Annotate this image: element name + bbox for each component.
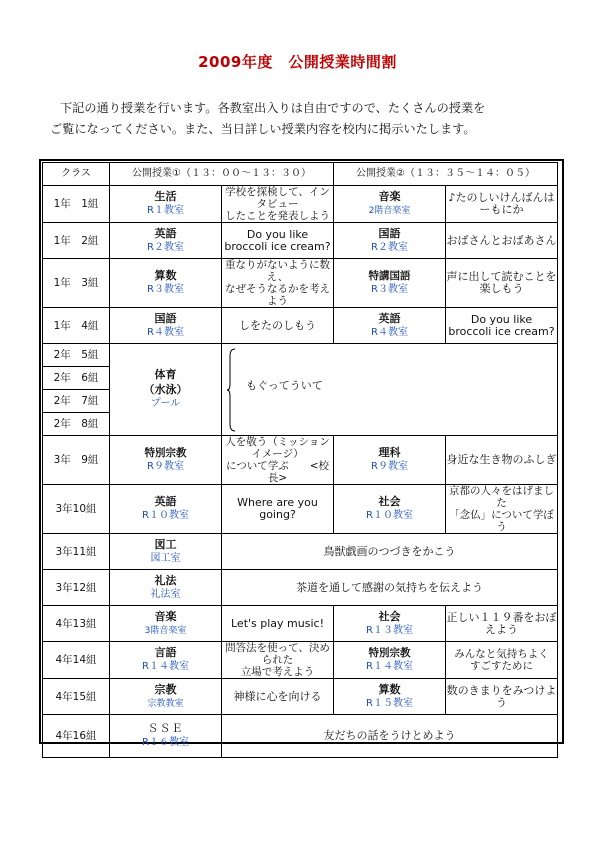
subject-cell bbox=[110, 679, 222, 715]
content-cell bbox=[446, 485, 558, 534]
subject-name: 礼法 bbox=[154, 573, 177, 587]
subject-name: 社会 bbox=[378, 495, 401, 508]
subject-cell bbox=[110, 223, 222, 259]
content-line: みんなと気持ちよく bbox=[454, 648, 549, 660]
content-cell bbox=[222, 642, 334, 679]
class-cell: 1年 1組 bbox=[43, 186, 110, 223]
content-cell bbox=[446, 259, 558, 308]
class-cell: 3年12組 bbox=[43, 570, 110, 606]
table-row bbox=[43, 606, 558, 642]
subject-name: 国語 bbox=[378, 226, 401, 240]
room-name: R９教室 bbox=[371, 461, 408, 472]
room-name: R１６教室 bbox=[142, 737, 189, 748]
class-cell: 2年 5組 bbox=[43, 344, 110, 367]
table-row bbox=[43, 570, 558, 606]
content-line: broccoli ice cream? bbox=[448, 324, 555, 338]
content-line: 重なりがないように数え、 bbox=[225, 259, 330, 283]
content-line: 問答法を使って、決められた bbox=[225, 642, 330, 666]
subject-name: 言語 bbox=[154, 646, 177, 659]
content-line: 京都の人々をはげました bbox=[449, 485, 554, 509]
class-cell: 3年 9組 bbox=[43, 436, 110, 485]
subject-cell bbox=[334, 436, 446, 485]
table-row bbox=[43, 485, 558, 534]
intro-line-2: ご覧になってください。また、当日詳しい授業内容を校内に掲示いたします。 bbox=[50, 122, 476, 136]
content-cell bbox=[222, 436, 334, 485]
room-name: R９教室 bbox=[147, 461, 184, 472]
table-row bbox=[43, 642, 558, 679]
class-cell: 1年 4組 bbox=[43, 308, 110, 344]
table-row bbox=[43, 679, 558, 715]
subject-name: 国語 bbox=[154, 311, 177, 325]
room-name: 2階音楽室 bbox=[368, 206, 411, 216]
room-name: R３教室 bbox=[147, 284, 184, 295]
timetable bbox=[42, 162, 558, 758]
subject-cell bbox=[110, 570, 222, 606]
content-line: 学校を探検して、インタビュー bbox=[225, 186, 330, 210]
subject-name: 特別宗教 bbox=[144, 447, 187, 459]
brace-icon bbox=[227, 348, 237, 432]
class-cell: 2年 8組 bbox=[43, 413, 110, 436]
content-cell: 身近な生き物のふしぎ bbox=[446, 436, 558, 485]
table-row bbox=[43, 223, 558, 259]
content-cell bbox=[222, 259, 334, 308]
subject-cell bbox=[334, 485, 446, 534]
room-name: プール bbox=[150, 398, 181, 409]
class-cell: 1年 2組 bbox=[43, 223, 110, 259]
room-name: R３教室 bbox=[371, 284, 408, 295]
table-row bbox=[43, 715, 558, 758]
content-cell: Where are you going? bbox=[222, 485, 334, 534]
subject-name: 生活 bbox=[154, 190, 177, 203]
content-line: Do you like bbox=[470, 312, 533, 326]
header-period-2: 公開授業②（１３：３５〜１４：０５） bbox=[334, 163, 558, 186]
table-row bbox=[43, 308, 558, 344]
room-name: R１教室 bbox=[147, 205, 184, 216]
room-name: R２教室 bbox=[371, 241, 408, 253]
content-cell bbox=[222, 186, 334, 223]
content-cell: 茶道を通して感謝の気持ちを伝えよう bbox=[222, 570, 558, 606]
content-cell: しをたのしもう bbox=[222, 308, 334, 344]
room-name: R１０教室 bbox=[366, 510, 413, 521]
subject-cell bbox=[334, 259, 446, 308]
subject-cell bbox=[334, 642, 446, 679]
content-cell: 正しい１１９番をおぼえよう bbox=[446, 606, 558, 642]
content-line: 人を敬う（ミッションイメージ） bbox=[225, 436, 330, 460]
class-cell: 4年14組 bbox=[43, 642, 110, 679]
header-class: クラス bbox=[43, 163, 110, 186]
content-line: したことを発表しよう bbox=[225, 210, 330, 222]
room-name: R１４教室 bbox=[142, 661, 189, 672]
room-name: R１４教室 bbox=[366, 661, 413, 672]
room-name: 宗教教室 bbox=[147, 698, 184, 709]
class-cell: 2年 7組 bbox=[43, 390, 110, 413]
content-line: Do you like bbox=[246, 227, 309, 241]
subject-cell bbox=[110, 715, 222, 758]
table-header-row bbox=[43, 163, 558, 186]
room-name: 3階音楽室 bbox=[144, 625, 187, 636]
class-cell: 4年15組 bbox=[43, 679, 110, 715]
class-cell: 4年16組 bbox=[43, 715, 110, 758]
subject-name: 英語 bbox=[378, 311, 401, 325]
content-cell bbox=[222, 223, 334, 259]
content-cell bbox=[446, 642, 558, 679]
subject-cell bbox=[334, 186, 446, 223]
room-name: R４教室 bbox=[371, 326, 408, 338]
room-name: R２教室 bbox=[147, 241, 184, 253]
subject-name: 図工 bbox=[154, 537, 177, 551]
table-row bbox=[43, 344, 558, 367]
table-row bbox=[43, 186, 558, 223]
room-name: R１５教室 bbox=[366, 697, 413, 709]
subject-cell bbox=[110, 606, 222, 642]
content-cell: Let's play music! bbox=[222, 606, 334, 642]
subject-name: 理科 bbox=[378, 446, 401, 459]
content-line: すごすために bbox=[470, 660, 533, 672]
room-name: R４教室 bbox=[147, 326, 184, 338]
subject-name: 宗教 bbox=[154, 682, 177, 696]
content-cell: 友だちの話をうけとめよう bbox=[222, 715, 558, 758]
subject-cell bbox=[110, 485, 222, 534]
subject-name: 特別宗教 bbox=[368, 647, 411, 659]
class-cell: 2年 6組 bbox=[43, 367, 110, 390]
subject-cell bbox=[110, 534, 222, 570]
content-cell bbox=[222, 344, 558, 436]
subject-name: 算数 bbox=[378, 682, 401, 696]
content-cell: 神様に心を向ける bbox=[222, 679, 334, 715]
subject-cell bbox=[334, 223, 446, 259]
subject-cell bbox=[110, 186, 222, 223]
class-cell: 3年10組 bbox=[43, 485, 110, 534]
subject-name: 特講国語 bbox=[368, 270, 411, 282]
subject-cell bbox=[334, 679, 446, 715]
subject-name: 算数 bbox=[154, 269, 177, 282]
content-line: broccoli ice cream? bbox=[224, 239, 331, 253]
room-name: R１３教室 bbox=[366, 624, 413, 636]
header-period-1: 公開授業①（１３：００〜１３：３０） bbox=[110, 163, 334, 186]
content-cell: 鳥獣戯画のつづきをかこう bbox=[222, 534, 558, 570]
content-cell bbox=[446, 308, 558, 344]
subject-name: 体育 bbox=[154, 368, 177, 381]
subject-cell bbox=[110, 436, 222, 485]
pe-content: もぐってういて bbox=[246, 379, 323, 392]
content-cell: おばさんとおばあさん bbox=[446, 223, 558, 259]
content-line: 楽しもう bbox=[479, 282, 524, 295]
table-row bbox=[43, 436, 558, 485]
subject-name: 英語 bbox=[154, 226, 177, 240]
subject-name: ＳＳＥ bbox=[147, 722, 184, 735]
table-row bbox=[43, 534, 558, 570]
room-name: 図工室 bbox=[150, 552, 181, 564]
content-line: なぜそうなるかを考えよう bbox=[225, 283, 330, 307]
subject-cell bbox=[110, 344, 222, 436]
subject-name: 英語 bbox=[154, 495, 177, 508]
room-name: 礼法室 bbox=[150, 588, 181, 600]
room-name: R１０教室 bbox=[142, 510, 189, 521]
subject-cell bbox=[334, 606, 446, 642]
subject-cell bbox=[110, 259, 222, 308]
content-cell: 数のきまりをみつけよう bbox=[446, 679, 558, 715]
table-row bbox=[43, 259, 558, 308]
content-line: 声に出して読むことを bbox=[446, 270, 557, 283]
class-cell: 1年 3組 bbox=[43, 259, 110, 308]
subject-cell bbox=[110, 308, 222, 344]
content-line: 「念仏」について学ぼう bbox=[449, 509, 554, 533]
page-title: 2009年度 公開授業時間割 bbox=[198, 53, 397, 71]
intro-line-1: 下記の通り授業を行います。各教室出入りは自由ですので、たくさんの授業を bbox=[60, 101, 486, 115]
subject-cell bbox=[334, 308, 446, 344]
subject-name: 社会 bbox=[378, 609, 401, 623]
content-line: について学ぶ <校長> bbox=[225, 460, 330, 484]
class-cell: 4年13組 bbox=[43, 606, 110, 642]
class-cell: 3年11組 bbox=[43, 534, 110, 570]
intro-text bbox=[50, 98, 570, 140]
content-line: 立場で考えよう bbox=[240, 666, 315, 678]
subject-subtitle: （水泳） bbox=[143, 383, 188, 396]
subject-name: 音楽 bbox=[378, 190, 401, 203]
content-cell: ♪たのしいけんばんはーもにか bbox=[446, 186, 558, 223]
subject-name: 音楽 bbox=[154, 609, 177, 623]
subject-cell bbox=[110, 642, 222, 679]
